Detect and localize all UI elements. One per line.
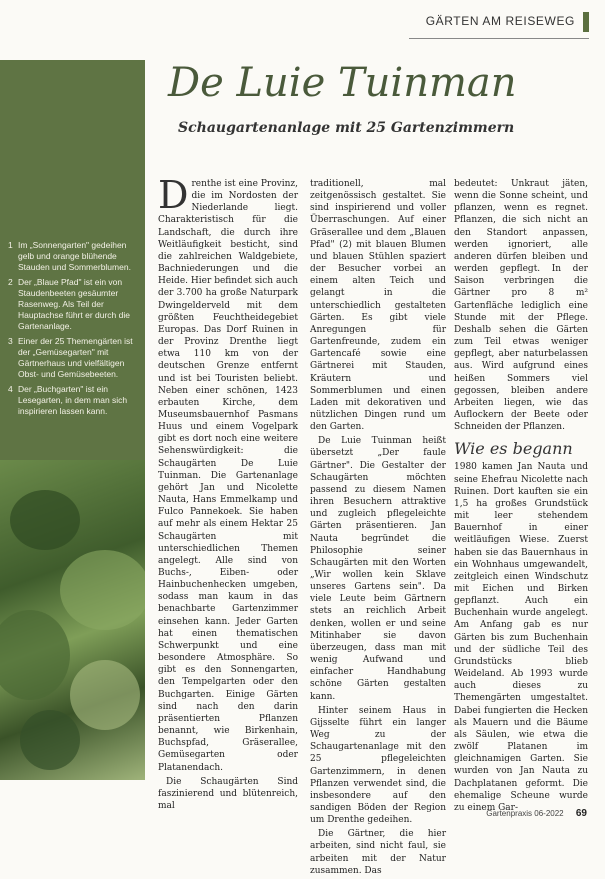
- caption-text: Einer der 25 Themengärten ist der „Gemüsegarten" mit Gärtnerhaus und vielfältigen Obst- und Gemüsebeeten.: [18, 336, 133, 379]
- body-paragraph: Die Schaugärten Sind faszinierend und blütenreich, mal: [158, 776, 298, 811]
- caption-number: 4: [8, 384, 13, 394]
- caption-text: Der „Blaue Pfad" ist ein von Staudenbeeten gesäumter Rasenweg. Als Teil der Hauptachse führt er durch die Gartenanlage.: [18, 277, 130, 331]
- publication-name: Gartenpraxis 06-2022: [486, 809, 564, 818]
- caption-text: Der „Buchgarten" ist ein Lesegarten, in dem man sich inspirieren lassen kann.: [18, 384, 128, 416]
- section-color-bar: [583, 12, 589, 32]
- body-paragraph: bedeutet: Unkraut jäten, wenn die Sonne scheint, und pflanzen, wenn es regnet. Pflanzen, die sich nicht an den Standort anpassen, werden ignoriert, alle anderen dürfen bleiben und werden gepflegt. In der Saison verbringen die Gärtner pro 8 m² Gartenfläche lediglich eine Stunde mit der Pflege. Deshalb sehen die Gärten zum Teil etwas weniger gepflegt, aber naturbelassen aus. Wird aufgrund eines heißen Sommers viel gegossen, bleiben andere Arbeiten liegen, wie das Auflockern der Beete oder Schneiden der Pflanzen.: [454, 179, 588, 433]
- caption-item: [8, 240, 140, 273]
- body-paragraph: De Luie Tuinman heißt übersetzt „Der faule Gärtner". Die Gestalter der Schaugärten möchten passend zu diesem Namen ihren Besuchern attraktive und zugleich pflegeleichte Gärten präsentieren. Jan Nauta begründet die Philosophie seiner Schaugärten mit den Worten „Wir wollen kein Sklave unseres Gartens sein". Da viele Leute beim Gärtnern stets an reichlich Arbeit denken, wollen er und seine Mitinhaber sie davon überzeugen, dass man mit wenig Aufwand und einfacher Handhabung schöne Gärten gestalten kann.: [310, 436, 446, 702]
- caption-sidebar: [0, 60, 145, 460]
- body-paragraph: Hinter seinem Haus in Gijsselte führt ein langer Weg zu der Schaugartenanlage mit den 25 pflegeleichten Gartenzimmern, in denen Pflanzen verwendet sind, die insbesondere auf den sandigen Böden der Region um Drenthe gedeihen.: [310, 705, 446, 826]
- caption-text: Im „Sonnengarten" gedeihen gelb und orange blühende Stauden und Sommerblumen.: [18, 240, 131, 272]
- section-rule: [409, 38, 589, 39]
- section-heading: Wie es begann: [454, 439, 573, 459]
- caption-number: 1: [8, 240, 13, 250]
- garden-photo: [0, 460, 145, 780]
- section-label: GÄRTEN AM REISEWEG: [425, 14, 575, 28]
- caption-list: [8, 240, 140, 421]
- body-column-3: [454, 178, 588, 816]
- body-paragraph: Die Gärtner, die hier arbeiten, sind nicht faul, sie arbeiten mit der Natur zusammen. Das: [310, 829, 446, 876]
- body-column-2: [310, 178, 446, 879]
- body-column-1: [158, 173, 298, 814]
- article-title: De Luie Tuinman: [168, 60, 517, 106]
- drop-cap: D: [158, 173, 189, 217]
- body-paragraph: 1980 kamen Jan Nauta und seine Ehefrau Nicolette nach Ruinen. Dort kauften sie ein 1,5 ha großes Grundstück mit leer stehendem Bauernhof in einer weitläufigen Wiese. Zuerst haben sie das Bauernhaus in ein Wohnhaus umgewandelt, zeitgleich einen Windschutz mit Eichen und Birken gepflanzt. Auch ein Buchenhain wurde angelegt. Am Anfang gab es nur Gärten bis zum Buchenhain und der südliche Teil des Grundstücks blieb Weideland. Ab 1993 wurde auch dieses zu Themengärten umgestaltet. Dabei fungierten die Hecken als Mauern und die Bäume als Säulen, wie etwa die zwölf Platanen im gleichnamigen Garten. Sie wurden von Jan Nauta zu Dachplatanen geformt. Die ehemalige Scheune wurde zu einem Gar-: [454, 462, 588, 813]
- page-footer: [486, 808, 587, 819]
- caption-item: [8, 277, 140, 332]
- caption-item: [8, 336, 140, 380]
- caption-number: 3: [8, 336, 13, 346]
- caption-number: 2: [8, 277, 13, 287]
- caption-item: [8, 384, 140, 417]
- page-number: 69: [575, 808, 587, 819]
- body-paragraph: renthe ist eine Provinz, die im Nordosten der Niederlande liegt. Charakteristisch für die Landschaft, die durch ihre Weitläufigkeit besticht, sind die zahlreichen Waldgebiete, Bachniederungen und die Heide. Hier befindet sich auch der 3.700 ha große Naturpark Dwingelderveld mit dem größten Feuchtheidegebiet Europas. Das Dorf Ruinen in der Provinz Drenthe liegt etwa 110 km von der deutschen Grenze entfernt und ist bei Touristen beliebt. Neben einer schönen, 1423 erbauten Kirche, dem Museumsbauernhof Pasmans Huus und einem Vogelpark gibt es dort noch eine weitere Sehenswürdigkeit: die Schaugärten De Luie Tuinman. Die Gartenanlage gehört Jan und Nicolette Nauta, Hans Emmelkamp und Fulco Pannekoek. Sie haben auf mehr als einem Hektar 25 Schaugärten mit unterschiedlichen Themen angelegt. Alle sind von Buchs-, Eiben- oder Hainbuchenhecken umgeben, sodass man kaum in das benachbarte Gartenzimmer einsehen kann. Jeder Garten hat einen thematischen Schwerpunkt und eine besondere Atmosphäre. So gibt es den Sonnengarten, den Tempelgarten oder den Buchgarten. Einige Gärten sind nach den darin präsentierten Pflanzen benannt, wie Birkenhain, Buchspfad, Gräserallee, Gemüsegarten oder Platanendach.: [158, 179, 298, 773]
- body-paragraph: traditionell, mal zeitgenössisch gestaltet. Sie sind inspirierend und voller Überraschungen. Auf einer Gräserallee und dem „Blauen Pfad" (2) mit blauen Blumen und blauen Stühlen spaziert der Besucher vorbei an einem alten Teich und gelangt in die unterschiedlich gestalteten Gärten. Es gibt viele Anregungen für Gartenfreunde, zudem ein Gartencafé sowie eine Gärtnerei mit Stauden, Kräutern und Sommerblumen und einen Laden mit dekorativen und nützlichen Dingen rund um den Garten.: [310, 179, 446, 433]
- article-subtitle: Schaugartenanlage mit 25 Gartenzimmern: [178, 120, 515, 136]
- section-header: [409, 12, 589, 34]
